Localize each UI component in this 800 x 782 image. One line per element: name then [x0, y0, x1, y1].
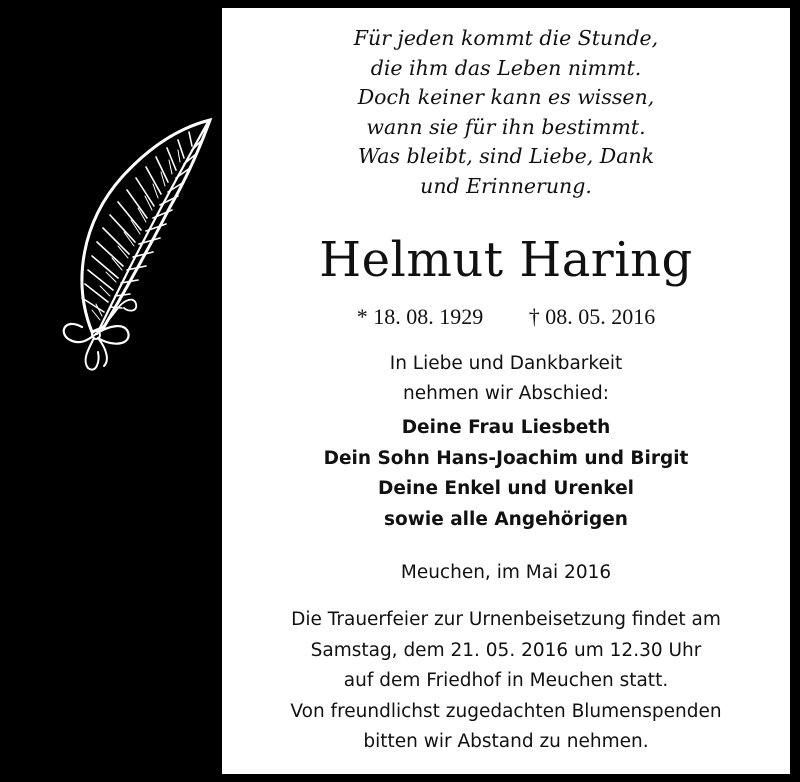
mourner-entry: sowie alle Angehörigen [384, 508, 628, 530]
memorial-poem [222, 24, 790, 202]
deceased-name: Helmut Haring [319, 232, 693, 288]
mourners-list [222, 413, 790, 535]
funeral-notice [222, 605, 790, 758]
poem-line: Für jeden kommt die Stunde, [353, 26, 659, 50]
notice-line: bitten wir Abstand zu nehmen. [363, 731, 649, 752]
poem-line: und Erinnerung. [420, 173, 592, 198]
notice-line: auf dem Friedhof in Meuchen statt. [343, 670, 669, 691]
poem-line: Doch keiner kann es wissen, [357, 85, 655, 110]
farewell-line: In Liebe und Dankbarkeit [389, 353, 623, 374]
mourner-entry: Dein Sohn Hans-Joachim und Birgit [323, 447, 689, 469]
life-dates [222, 304, 790, 330]
death-date: † 08. 05. 2016 [528, 304, 656, 329]
poem-line: Was bleibt, sind Liebe, Dank [357, 144, 655, 169]
notice-panel [222, 8, 790, 774]
farewell-text [222, 349, 790, 409]
notice-line: Von freundlichst zugedachten Blumenspenden [290, 700, 722, 722]
notice-line: Die Trauerfeier zur Urnenbeisetzung findet am [291, 609, 721, 630]
poem-line: die ihm das Leben nimmt. [370, 55, 642, 80]
place-and-date: Meuchen, im Mai 2016 [400, 562, 612, 583]
birth-date: * 18. 08. 1929 [356, 304, 484, 329]
black-side-band [0, 0, 222, 782]
poem-line: wann sie für ihn bestimmt. [366, 114, 646, 139]
feather-with-ribbon-icon [52, 112, 222, 374]
mourner-entry: Deine Frau Liesbeth [401, 417, 611, 438]
notice-line: Samstag, dem 21. 05. 2016 um 12.30 Uhr [310, 639, 702, 661]
farewell-line: nehmen wir Abschied: [402, 383, 610, 404]
mourner-entry: Deine Enkel und Urenkel [378, 478, 634, 499]
